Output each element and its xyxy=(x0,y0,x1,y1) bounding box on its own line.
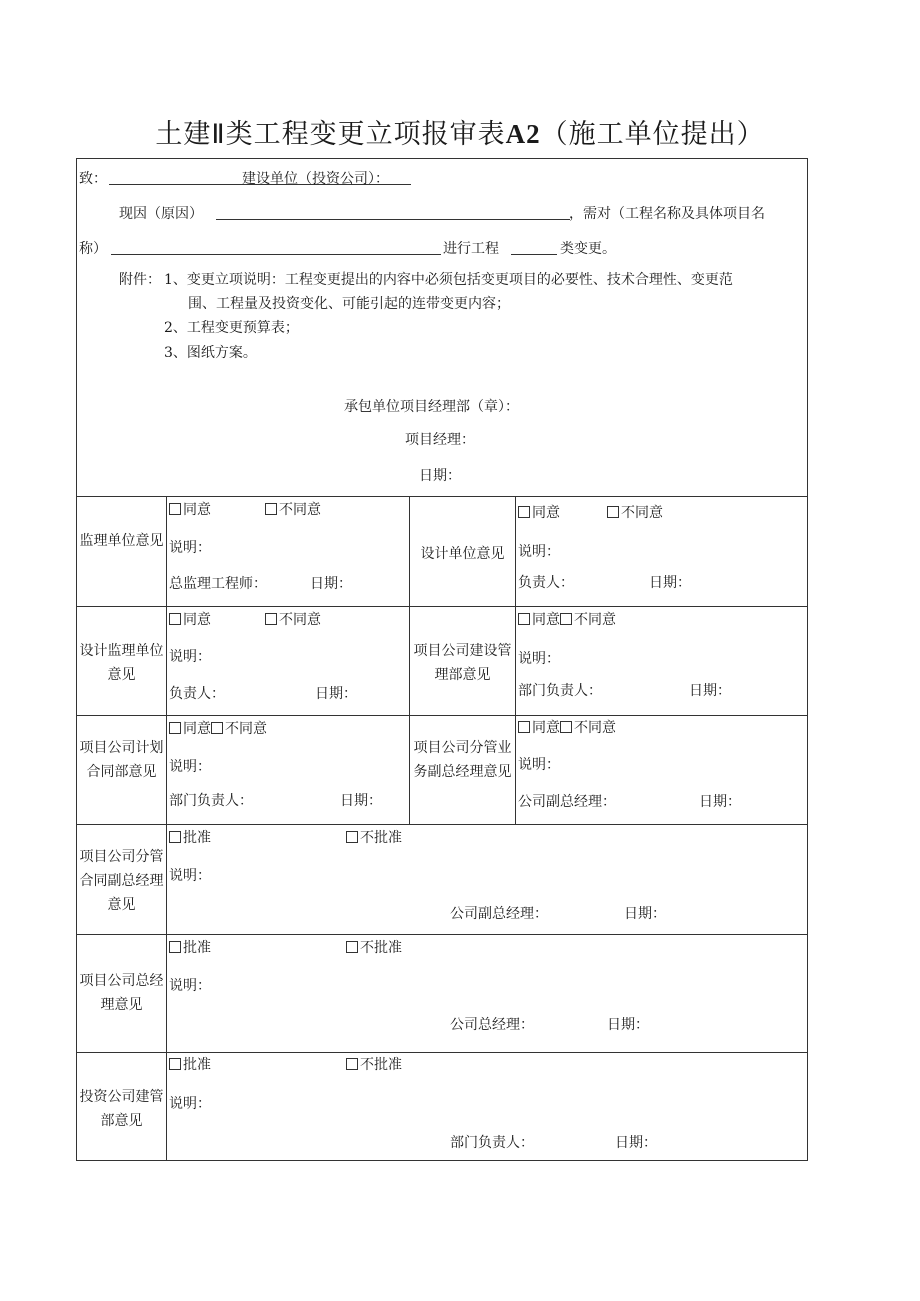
agree-label: 同意 xyxy=(183,612,211,628)
attachments-label: 附件： xyxy=(119,272,161,288)
plan-contract-label: 项目公司计划合同部意见 xyxy=(79,740,164,780)
row-divider xyxy=(77,606,807,607)
supervision-agree[interactable] xyxy=(169,499,211,519)
supervision-explain: 说明： xyxy=(169,540,211,556)
design-supervision-agree[interactable] xyxy=(169,609,211,629)
row-divider xyxy=(77,934,807,935)
type-text: 类变更。 xyxy=(560,241,616,257)
contract-vp-date: 日期： xyxy=(624,906,666,922)
agree-label: 同意 xyxy=(183,502,211,518)
attachment-3: 3、图纸方案。 xyxy=(164,345,257,361)
reason-label: 现因（原因） xyxy=(119,206,203,222)
gm-signer: 公司总经理： xyxy=(450,1017,534,1033)
checkbox-icon[interactable] xyxy=(169,613,181,625)
attachment-2: 2、工程变更预算表； xyxy=(164,320,299,336)
title-code: A2 xyxy=(505,119,541,149)
gm-reject[interactable] xyxy=(346,937,402,957)
project-name-line[interactable] xyxy=(111,254,441,255)
investment-date: 日期： xyxy=(615,1135,657,1151)
supervision-disagree[interactable] xyxy=(265,499,321,519)
checkbox-icon[interactable] xyxy=(169,831,181,843)
reject-label: 不批准 xyxy=(360,940,402,956)
attachment-1b: 围、工程量及投资变化、可能引起的连带变更内容； xyxy=(188,296,510,312)
investment-label: 投资公司建管部意见 xyxy=(79,1089,164,1129)
disagree-label: 不同意 xyxy=(279,612,321,628)
plan-contract-signer: 部门负责人： xyxy=(169,793,253,809)
agree-label: 同意 xyxy=(532,505,560,521)
checkbox-icon[interactable] xyxy=(518,721,530,733)
design-agree[interactable] xyxy=(518,502,560,522)
checkbox-icon[interactable] xyxy=(560,721,572,733)
disagree-label: 不同意 xyxy=(574,720,616,736)
gm-label: 项目公司总经理意见 xyxy=(79,973,164,1013)
project-manager: 项目经理： xyxy=(405,432,475,448)
disagree-label: 不同意 xyxy=(574,612,616,628)
col-divider xyxy=(515,496,516,824)
supervision-label: 监理单位意见 xyxy=(79,533,164,549)
checkbox-icon[interactable] xyxy=(169,722,181,734)
attachment-1a: 1、变更立项说明：工程变更提出的内容中必须包括变更项目的必要性、技术合理性、变更范 xyxy=(164,272,733,288)
supervision-signer: 总监理工程师： xyxy=(169,576,267,592)
business-vp-signer: 公司副总经理： xyxy=(518,794,616,810)
design-supervision-explain: 说明： xyxy=(169,649,211,665)
checkbox-icon[interactable] xyxy=(265,613,277,625)
supervision-date: 日期： xyxy=(310,576,352,592)
project-construction-explain: 说明： xyxy=(518,651,560,667)
col-divider xyxy=(166,496,167,1161)
page-title xyxy=(0,112,920,151)
checkbox-icon[interactable] xyxy=(211,722,223,734)
row-divider xyxy=(77,715,807,716)
design-disagree[interactable] xyxy=(607,502,663,522)
checkbox-icon[interactable] xyxy=(346,1058,358,1070)
design-supervision-date: 日期： xyxy=(315,686,357,702)
gm-date: 日期： xyxy=(607,1017,649,1033)
contractor-stamp: 承包单位项目经理部（章）： xyxy=(344,399,519,415)
contract-vp-label: 项目公司分管合同副总经理意见 xyxy=(79,849,164,913)
checkbox-icon[interactable] xyxy=(560,613,572,625)
reason-line[interactable] xyxy=(216,219,570,220)
plan-contract-explain: 说明： xyxy=(169,759,211,775)
title-main: 土建Ⅱ类工程变更立项报审表 xyxy=(155,119,506,150)
agree-label: 同意 xyxy=(183,721,211,737)
row-divider xyxy=(77,824,807,825)
row-divider xyxy=(77,496,807,497)
project-construction-label: 项目公司建设管理部意见 xyxy=(413,643,512,683)
approve-label: 批准 xyxy=(183,1057,211,1073)
contract-vp-explain: 说明： xyxy=(169,868,211,884)
checkbox-icon[interactable] xyxy=(518,613,530,625)
proceed-text: 进行工程 xyxy=(443,241,499,257)
design-label: 设计单位意见 xyxy=(420,546,505,562)
business-vp-date: 日期： xyxy=(699,794,741,810)
need-text: ，需对（工程名称及具体项目名 xyxy=(569,206,765,222)
to-prefix: 致： xyxy=(79,171,107,187)
gm-approve[interactable] xyxy=(169,937,211,957)
checkbox-icon[interactable] xyxy=(607,506,619,518)
business-vp-label: 项目公司分管业务副总经理意见 xyxy=(413,740,512,780)
investment-reject[interactable] xyxy=(346,1054,402,1074)
plan-contract-date: 日期： xyxy=(340,793,382,809)
form-table xyxy=(76,158,808,1161)
title-suffix: （施工单位提出） xyxy=(540,119,765,150)
contract-vp-signer: 公司副总经理： xyxy=(450,906,548,922)
gm-explain: 说明： xyxy=(169,978,211,994)
disagree-label: 不同意 xyxy=(279,502,321,518)
investment-approve[interactable] xyxy=(169,1054,211,1074)
checkbox-icon[interactable] xyxy=(346,941,358,953)
type-line[interactable] xyxy=(511,254,557,255)
disagree-label: 不同意 xyxy=(225,721,267,737)
design-supervision-signer: 负责人： xyxy=(169,686,225,702)
design-supervision-disagree[interactable] xyxy=(265,609,321,629)
approve-label: 批准 xyxy=(183,940,211,956)
plan-contract-options[interactable] xyxy=(169,718,267,738)
reject-label: 不批准 xyxy=(360,830,402,846)
project-construction-signer: 部门负责人： xyxy=(518,683,602,699)
checkbox-icon[interactable] xyxy=(518,506,530,518)
contract-vp-reject[interactable] xyxy=(346,827,402,847)
design-explain: 说明： xyxy=(518,544,560,560)
checkbox-icon[interactable] xyxy=(169,941,181,953)
checkbox-icon[interactable] xyxy=(265,503,277,515)
design-supervision-label: 设计监理单位意见 xyxy=(79,643,164,683)
approve-label: 批准 xyxy=(183,830,211,846)
checkbox-icon[interactable] xyxy=(346,831,358,843)
investment-explain: 说明： xyxy=(169,1096,211,1112)
checkbox-icon[interactable] xyxy=(169,1058,181,1070)
project-construction-date: 日期： xyxy=(689,683,731,699)
design-date: 日期： xyxy=(649,575,691,591)
to-recipient: 建设单位（投资公司）： xyxy=(242,171,389,187)
disagree-label: 不同意 xyxy=(621,505,663,521)
agree-label: 同意 xyxy=(532,720,560,736)
contract-vp-approve[interactable] xyxy=(169,827,211,847)
checkbox-icon[interactable] xyxy=(169,503,181,515)
project-construction-options[interactable] xyxy=(518,609,616,629)
business-vp-options[interactable] xyxy=(518,717,616,737)
header-date: 日期： xyxy=(419,468,461,484)
business-vp-explain: 说明： xyxy=(518,757,560,773)
row-divider xyxy=(77,1052,807,1053)
line3-start: 称） xyxy=(79,241,107,257)
agree-label: 同意 xyxy=(532,612,560,628)
design-signer: 负责人： xyxy=(518,575,574,591)
reject-label: 不批准 xyxy=(360,1057,402,1073)
investment-signer: 部门负责人： xyxy=(450,1135,534,1151)
